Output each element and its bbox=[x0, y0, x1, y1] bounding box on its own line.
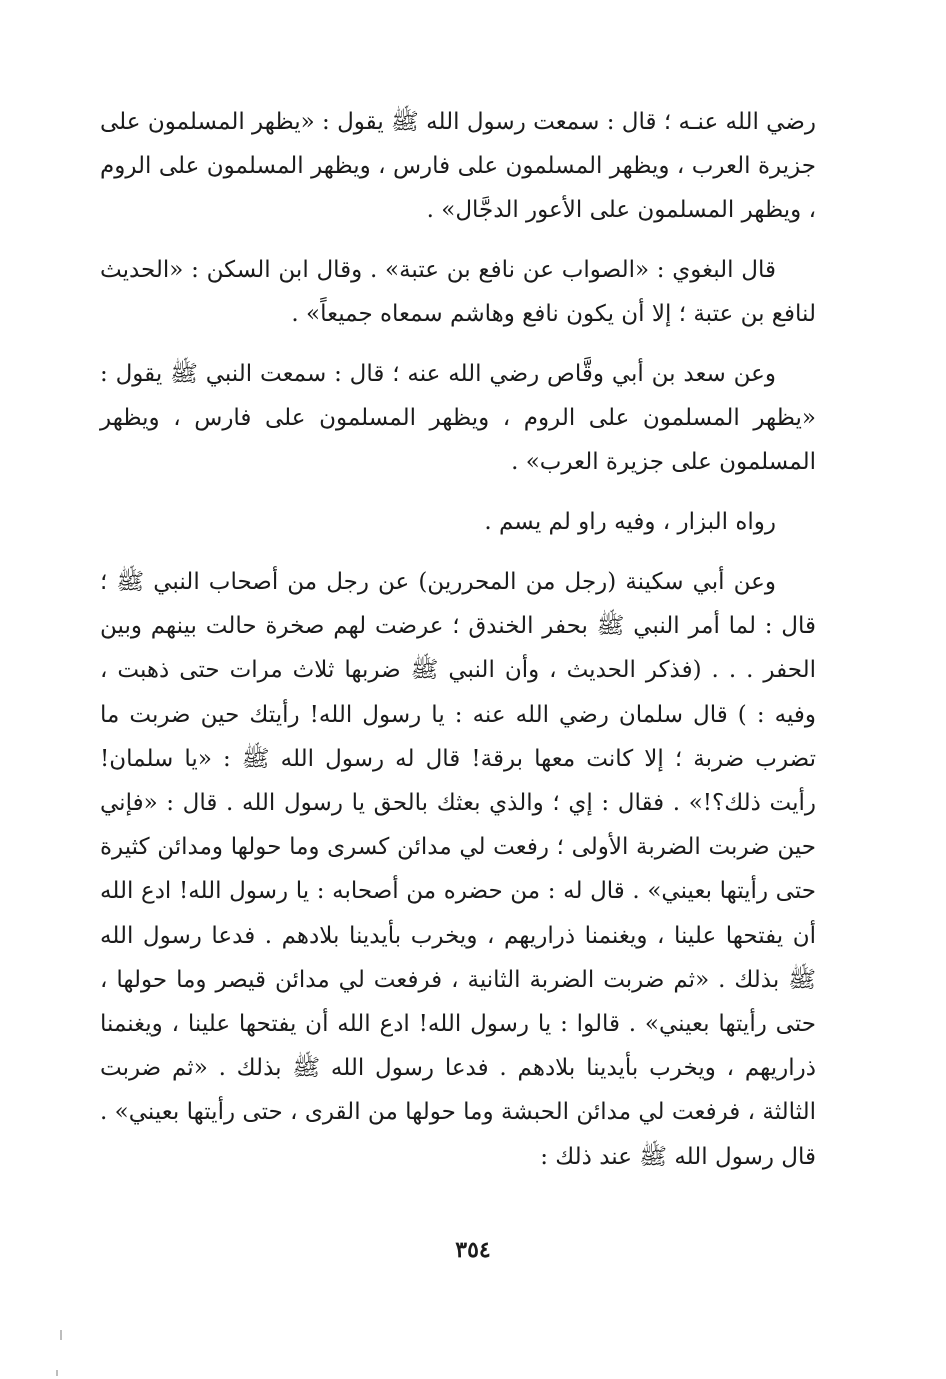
scan-speck-mark bbox=[56, 1370, 58, 1376]
scan-speck-mark bbox=[60, 1330, 62, 1340]
paragraph-baghawi-comment: قال البغوي : «الصواب عن نافع بن عتبة» . وقال ابن السكن : «الحديث لنافع بن عتبة ؛ إلا أن يكون نافع وهاشم سمعاه جميعاً» . bbox=[100, 257, 816, 327]
page-body-text bbox=[100, 100, 816, 1195]
paragraph-khandaq-hadith: وعن أبي سكينة (رجل من المحررين) عن رجل من أصحاب النبي ﷺ ؛ قال : لما أمر النبي ﷺ بحفر الخندق ؛ عرضت لهم صخرة حالت بينهم وبين الحفر . . . (فذكر الحديث ، وأن النبي ﷺ ضربها ثلاث مرات حتى ذهبت ، وفيه : ) قال سلمان رضي الله عنه : يا رسول الله! رأيتك حين ضربت ما تضرب ضربة ؛ إلا كانت معها برقة! قال له رسول الله ﷺ : «يا سلمان! رأيت ذلك؟!» . فقال : إي ؛ والذي بعثك بالحق يا رسول الله . قال : «فإني حين ضربت الضربة الأولى ؛ رفعت لي مدائن كسرى وما حولها ومدائن كثيرة حتى رأيتها بعيني» . قال له : من حضره من أصحابه : يا رسول الله! ادع الله أن يفتحها علينا ، ويغنمنا ذراريهم ، ويخرب بأيدينا بلادهم . فدعا رسول الله ﷺ بذلك . «ثم ضربت الضربة الثانية ، فرفعت لي مدائن قيصر وما حولها ، حتى رأيتها بعيني» . قالوا : يا رسول الله! ادع الله أن يفتحها علينا ، ويغنمنا ذراريهم ، ويخرب بأيدينا بلادهم . فدعا رسول الله ﷺ بذلك . «ثم ضربت الثالثة ، فرفعت لي مدائن الحبشة وما حولها من القرى ، حتى رأيتها بعيني» . قال رسول الله ﷺ عند ذلك : bbox=[100, 569, 816, 1170]
page-number: ٣٥٤ bbox=[455, 1237, 491, 1263]
paragraph-saad-hadith: وعن سعد بن أبي وقَّاص رضي الله عنه ؛ قال : سمعت النبي ﷺ يقول : «يظهر المسلمون على الروم ، ويظهر المسلمون على فارس ، ويظهر المسلمون على جزيرة العرب» . bbox=[100, 361, 816, 475]
paragraph-bazzar-note: رواه البزار ، وفيه راو لم يسم . bbox=[484, 509, 776, 535]
paragraph-hadith-continuation: رضي الله عنـه ؛ قال : سمعت رسول الله ﷺ يقول : «يظهر المسلمون على جزيرة العرب ، ويظهر المسلمون على فارس ، ويظهر المسلمون على الروم ، ويظهر المسلمون على الأعور الدجَّال» . bbox=[100, 109, 816, 223]
